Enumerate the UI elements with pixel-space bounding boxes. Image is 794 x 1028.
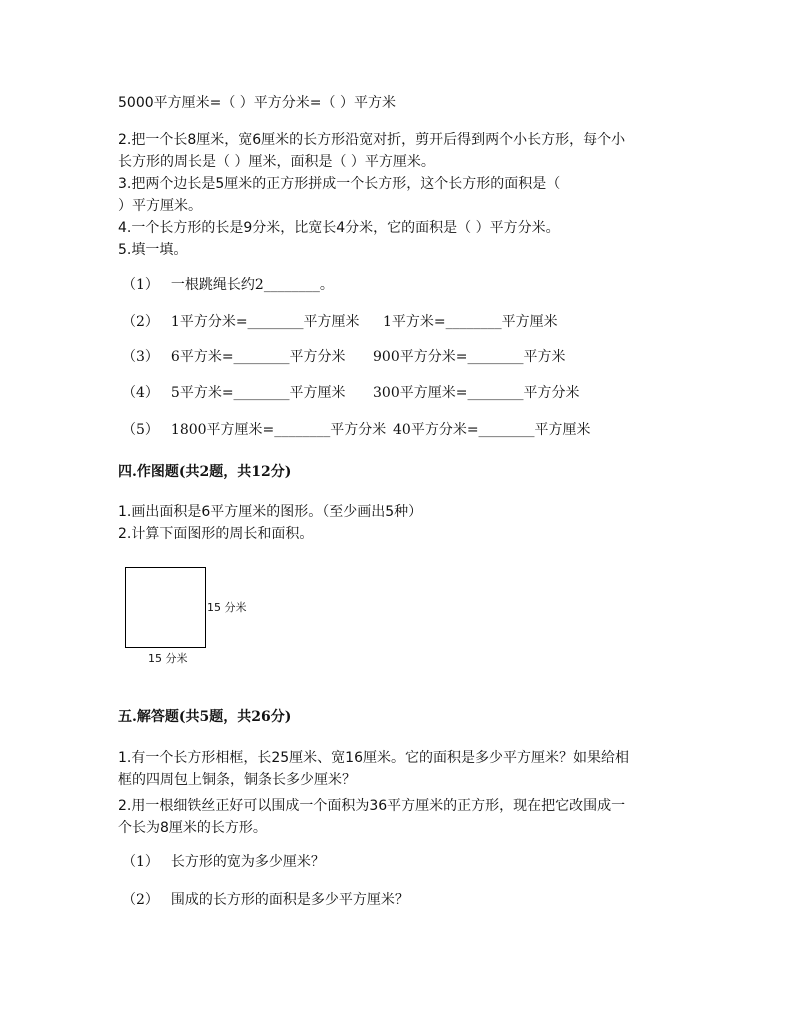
question-5: 5.填一填。 — [118, 242, 188, 258]
question-4: 4.一个长方形的长是9分米，比宽长4分米，它的面积是（ ）平方分米。 — [118, 220, 560, 236]
sub-number: （2） — [122, 892, 159, 908]
section-4-heading: 四.作图题(共2题，共12分) — [118, 464, 292, 480]
section-5-heading: 五.解答题(共5题，共26分) — [118, 709, 292, 725]
fill-item-number: （4） — [122, 385, 159, 401]
part4-question-1: 1.画出面积是6平方厘米的图形。（至少画出5种） — [118, 504, 423, 520]
square-bottom-label: 15 分米 — [148, 652, 188, 665]
fill-item-number: （1） — [122, 277, 159, 293]
part5-sub-2 — [122, 891, 409, 909]
sub-number: （1） — [122, 854, 159, 870]
fill-item-text: 1平方分米=________平方厘米 — [170, 314, 360, 330]
question-2-line-2: 长方形的周长是（ ）厘米，面积是（ ）平方厘米。 — [118, 154, 435, 170]
fill-item-text: 1800平方厘米=________平方分米 — [170, 422, 387, 438]
fill-item-5 — [122, 421, 386, 439]
fill-item-text: 一根跳绳长约2________。 — [170, 277, 334, 293]
fill-item-5b: 40平方分米=________平方厘米 — [393, 422, 591, 438]
question-2-line-1: 2.把一个长8厘米，宽6厘米的长方形沿宽对折，剪开后得到两个小长方形，每个小 — [118, 132, 626, 148]
fill-item-3b: 900平方分米=________平方米 — [373, 349, 566, 365]
fill-item-text: 6平方米=________平方分米 — [170, 349, 346, 365]
square-figure — [125, 567, 206, 648]
fill-item-3 — [122, 348, 346, 366]
fill-item-1 — [122, 276, 334, 294]
question-3-line-1: 3.把两个边长是5厘米的正方形拼成一个长方形，这个长方形的面积是（ — [118, 176, 561, 192]
fill-item-text: 5平方米=________平方厘米 — [170, 385, 346, 401]
conversion-question: 5000平方厘米=（ ）平方分米=（ ）平方米 — [118, 95, 396, 111]
sub-text: 长方形的宽为多少厘米？ — [170, 854, 325, 870]
fill-item-4b: 300平方厘米=________平方分米 — [373, 385, 580, 401]
part4-question-2: 2.计算下面图形的周长和面积。 — [118, 526, 314, 542]
part5-question-1-line-1: 1.有一个长方形相框，长25厘米、宽16厘米。它的面积是多少平方厘米？如果给相 — [118, 750, 629, 766]
square-side-label: 15 分米 — [207, 601, 247, 614]
part5-question-1-line-2: 框的四周包上铜条，铜条长多少厘米？ — [118, 772, 356, 788]
fill-item-number: （3） — [122, 349, 159, 365]
fill-item-4 — [122, 384, 346, 402]
part5-question-2-line-1: 2.用一根细铁丝正好可以围成一个面积为36平方厘米的正方形，现在把它改围成一 — [118, 798, 626, 814]
part5-sub-1 — [122, 853, 325, 871]
fill-item-2b: 1平方米=________平方厘米 — [383, 314, 558, 330]
fill-item-number: （5） — [122, 422, 159, 438]
fill-item-number: （2） — [122, 314, 159, 330]
part5-question-2-line-2: 个长为8厘米的长方形。 — [118, 820, 267, 836]
question-3-line-2: ）平方厘米。 — [118, 198, 202, 214]
sub-text: 围成的长方形的面积是多少平方厘米？ — [170, 892, 409, 908]
fill-item-2 — [122, 313, 360, 331]
